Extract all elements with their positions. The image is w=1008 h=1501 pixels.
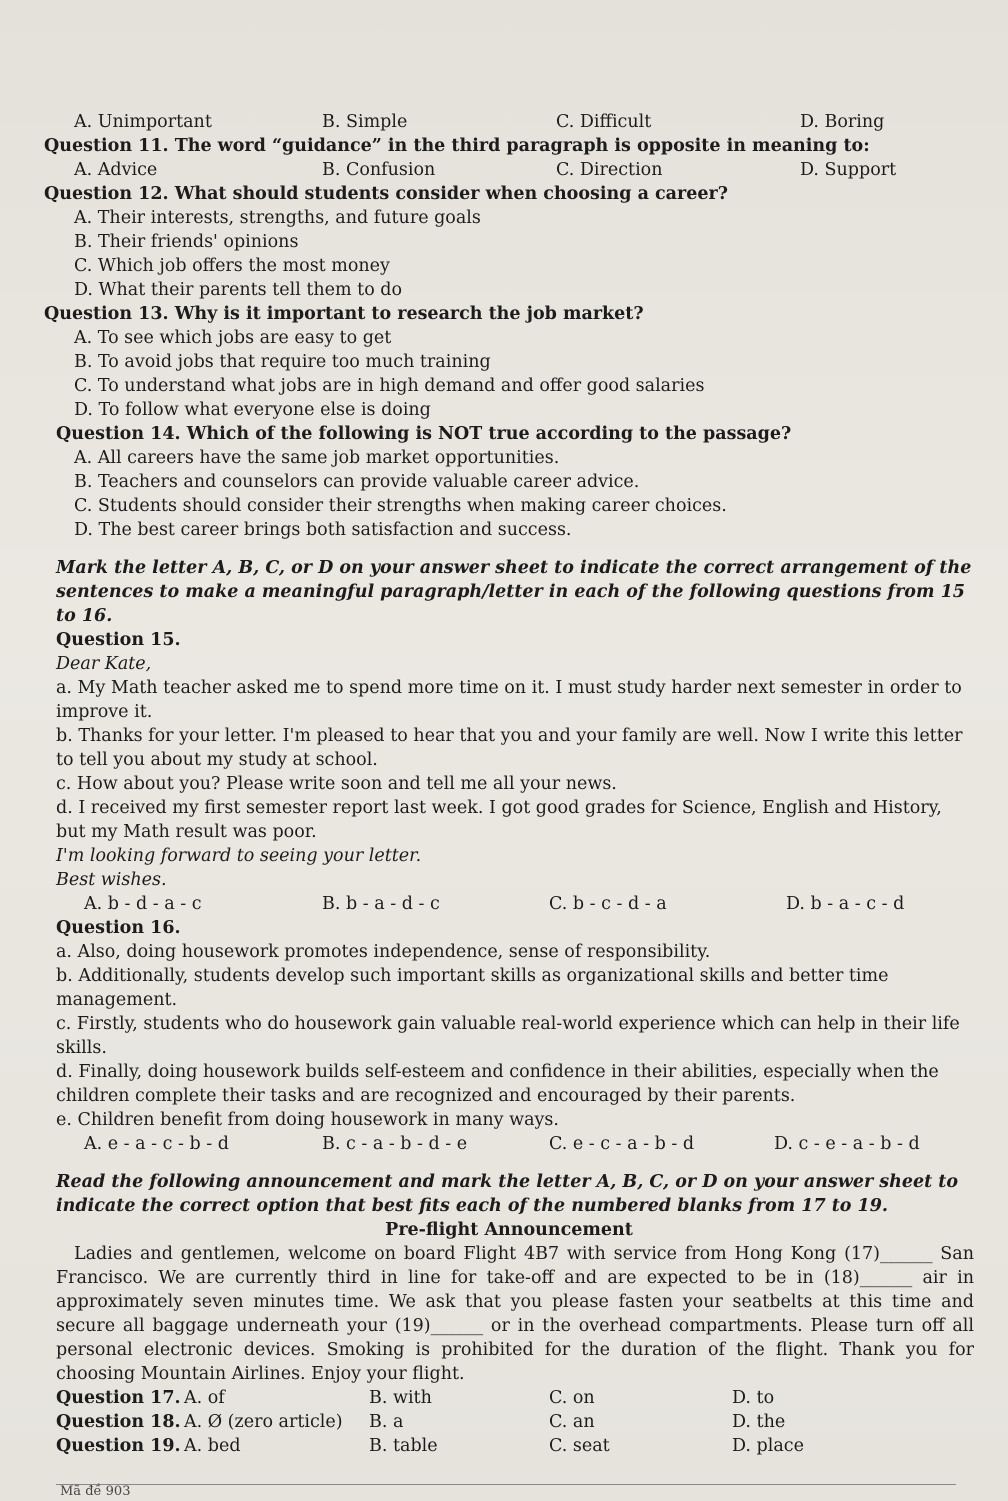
exam-content — [44, 110, 974, 1458]
q16-sentence-a: a. Also, doing housework promotes independence, sense of responsibility. — [56, 942, 711, 962]
q15-options — [44, 892, 974, 916]
q13-stem: Question 13. Why is it important to research the job market? — [44, 304, 644, 324]
exam-code: Mã đề 903 — [60, 1484, 131, 1499]
announcement-body: Ladies and gentlemen, welcome on board Flight 4B7 with service from Hong Kong (17)______ San Francisco. We are currently third in line for take-off and are expected to be in (18)______ air in approximately seven minutes time. We ask that you please fasten your seatbelts at this time and secure all baggage underneath your (19)______ or in the overhead compartments. Please turn off all personal electronic devices. Smoking is prohibited for the duration of the flight. Thank you for choosing Mountain Airlines. Enjoy your flight. — [56, 1244, 974, 1384]
q19-row — [44, 1434, 974, 1458]
q11-options — [44, 158, 974, 182]
q13-option-a: A. To see which jobs are easy to get — [74, 328, 392, 348]
q16-stem: Question 16. — [56, 918, 181, 938]
q16-sentence-d: d. Finally, doing housework builds self-esteem and confidence in their abilities, especially when the children complete their tasks and are recognized and encouraged by their parents. — [56, 1062, 939, 1106]
q17-option-d: D. to — [732, 1388, 775, 1408]
q16-options — [44, 1132, 974, 1156]
q18-option-a: A. Ø (zero article) — [184, 1412, 343, 1432]
q18-option-c: C. an — [549, 1412, 595, 1432]
q14-option-b: B. Teachers and counselors can provide valuable career advice. — [74, 472, 640, 492]
q10-option-a: A. Unimportant — [74, 112, 212, 132]
q15-option-c: C. b - c - d - a — [549, 894, 667, 914]
q11-stem: Question 11. The word “guidance” in the third paragraph is opposite in meaning to: — [44, 136, 870, 156]
q12-option-c: C. Which job offers the most money — [74, 256, 390, 276]
q15-option-a: A. b - d - a - c — [84, 894, 202, 914]
q14-option-c: C. Students should consider their strengths when making career choices. — [74, 496, 727, 516]
q19-option-d: D. place — [732, 1436, 804, 1456]
q15-stem: Question 15. — [56, 630, 181, 650]
q13-option-c: C. To understand what jobs are in high demand and offer good salaries — [74, 376, 705, 396]
q12-option-d: D. What their parents tell them to do — [74, 280, 403, 300]
q19-label: Question 19. — [56, 1436, 181, 1456]
q17-option-a: A. of — [184, 1388, 225, 1408]
q14-option-d: D. The best career brings both satisfaction and success. — [74, 520, 572, 540]
q15-closing: I'm looking forward to seeing your letter. — [56, 846, 422, 866]
q13-option-d: D. To follow what everyone else is doing — [74, 400, 431, 420]
q12-option-a: A. Their interests, strengths, and future goals — [74, 208, 481, 228]
q12-option-b: B. Their friends' opinions — [74, 232, 299, 252]
footer-divider — [56, 1484, 956, 1485]
q16-sentence-e: e. Children benefit from doing housework in many ways. — [56, 1110, 559, 1130]
q15-option-d: D. b - a - c - d — [786, 894, 905, 914]
announcement-title: Pre-flight Announcement — [385, 1220, 633, 1240]
q10-option-c: C. Difficult — [556, 112, 652, 132]
q10-options — [44, 110, 974, 134]
q16-sentence-b: b. Additionally, students develop such important skills as organizational skills and better time management. — [56, 966, 889, 1010]
q16-option-b: B. c - a - b - d - e — [322, 1134, 468, 1154]
q11-option-d: D. Support — [800, 160, 897, 180]
q17-row — [44, 1386, 974, 1410]
q15-signoff: Best wishes. — [56, 870, 167, 890]
q15-sentence-b: b. Thanks for your letter. I'm pleased to hear that you and your family are well. Now I write this letter to tell you about my study at school. — [56, 726, 963, 770]
q17-option-c: C. on — [549, 1388, 595, 1408]
q15-option-b: B. b - a - d - c — [322, 894, 440, 914]
instructions-15-16: Mark the letter A, B, C, or D on your answer sheet to indicate the correct arrangement of the sentences to make a meaningful paragraph/letter in each of the following questions from 15 to 16. — [56, 558, 972, 626]
q16-option-a: A. e - a - c - b - d — [84, 1134, 229, 1154]
q18-label: Question 18. — [56, 1412, 181, 1432]
q15-sentence-c: c. How about you? Please write soon and tell me all your news. — [56, 774, 617, 794]
q17-label: Question 17. — [56, 1388, 181, 1408]
q16-option-c: C. e - c - a - b - d — [549, 1134, 695, 1154]
q11-option-a: A. Advice — [74, 160, 158, 180]
q13-option-b: B. To avoid jobs that require too much training — [74, 352, 491, 372]
q10-option-b: B. Simple — [322, 112, 408, 132]
q14-stem: Question 14. Which of the following is NOT true according to the passage? — [56, 424, 792, 444]
q14-option-a: A. All careers have the same job market opportunities. — [74, 448, 560, 468]
q16-option-d: D. c - e - a - b - d — [774, 1134, 920, 1154]
q15-sentence-d: d. I received my first semester report last week. I got good grades for Science, English and History, but my Math result was poor. — [56, 798, 942, 842]
q19-option-c: C. seat — [549, 1436, 610, 1456]
q15-greeting: Dear Kate, — [56, 654, 152, 674]
q15-sentence-a: a. My Math teacher asked me to spend more time on it. I must study harder next semester in order to improve it. — [56, 678, 962, 722]
q12-stem: Question 12. What should students consider when choosing a career? — [44, 184, 728, 204]
q19-option-b: B. table — [369, 1436, 438, 1456]
q16-sentence-c: c. Firstly, students who do housework gain valuable real-world experience which can help in their life skills. — [56, 1014, 960, 1058]
q18-option-b: B. a — [369, 1412, 404, 1432]
q10-option-d: D. Boring — [800, 112, 885, 132]
q18-option-d: D. the — [732, 1412, 786, 1432]
q17-option-b: B. with — [369, 1388, 432, 1408]
q18-row — [44, 1410, 974, 1434]
q11-option-b: B. Confusion — [322, 160, 436, 180]
q11-option-c: C. Direction — [556, 160, 663, 180]
q19-option-a: A. bed — [184, 1436, 241, 1456]
instructions-17-19: Read the following announcement and mark the letter A, B, C, or D on your answer sheet to indicate the correct option that best fits each of the numbered blanks from 17 to 19. — [56, 1172, 959, 1216]
